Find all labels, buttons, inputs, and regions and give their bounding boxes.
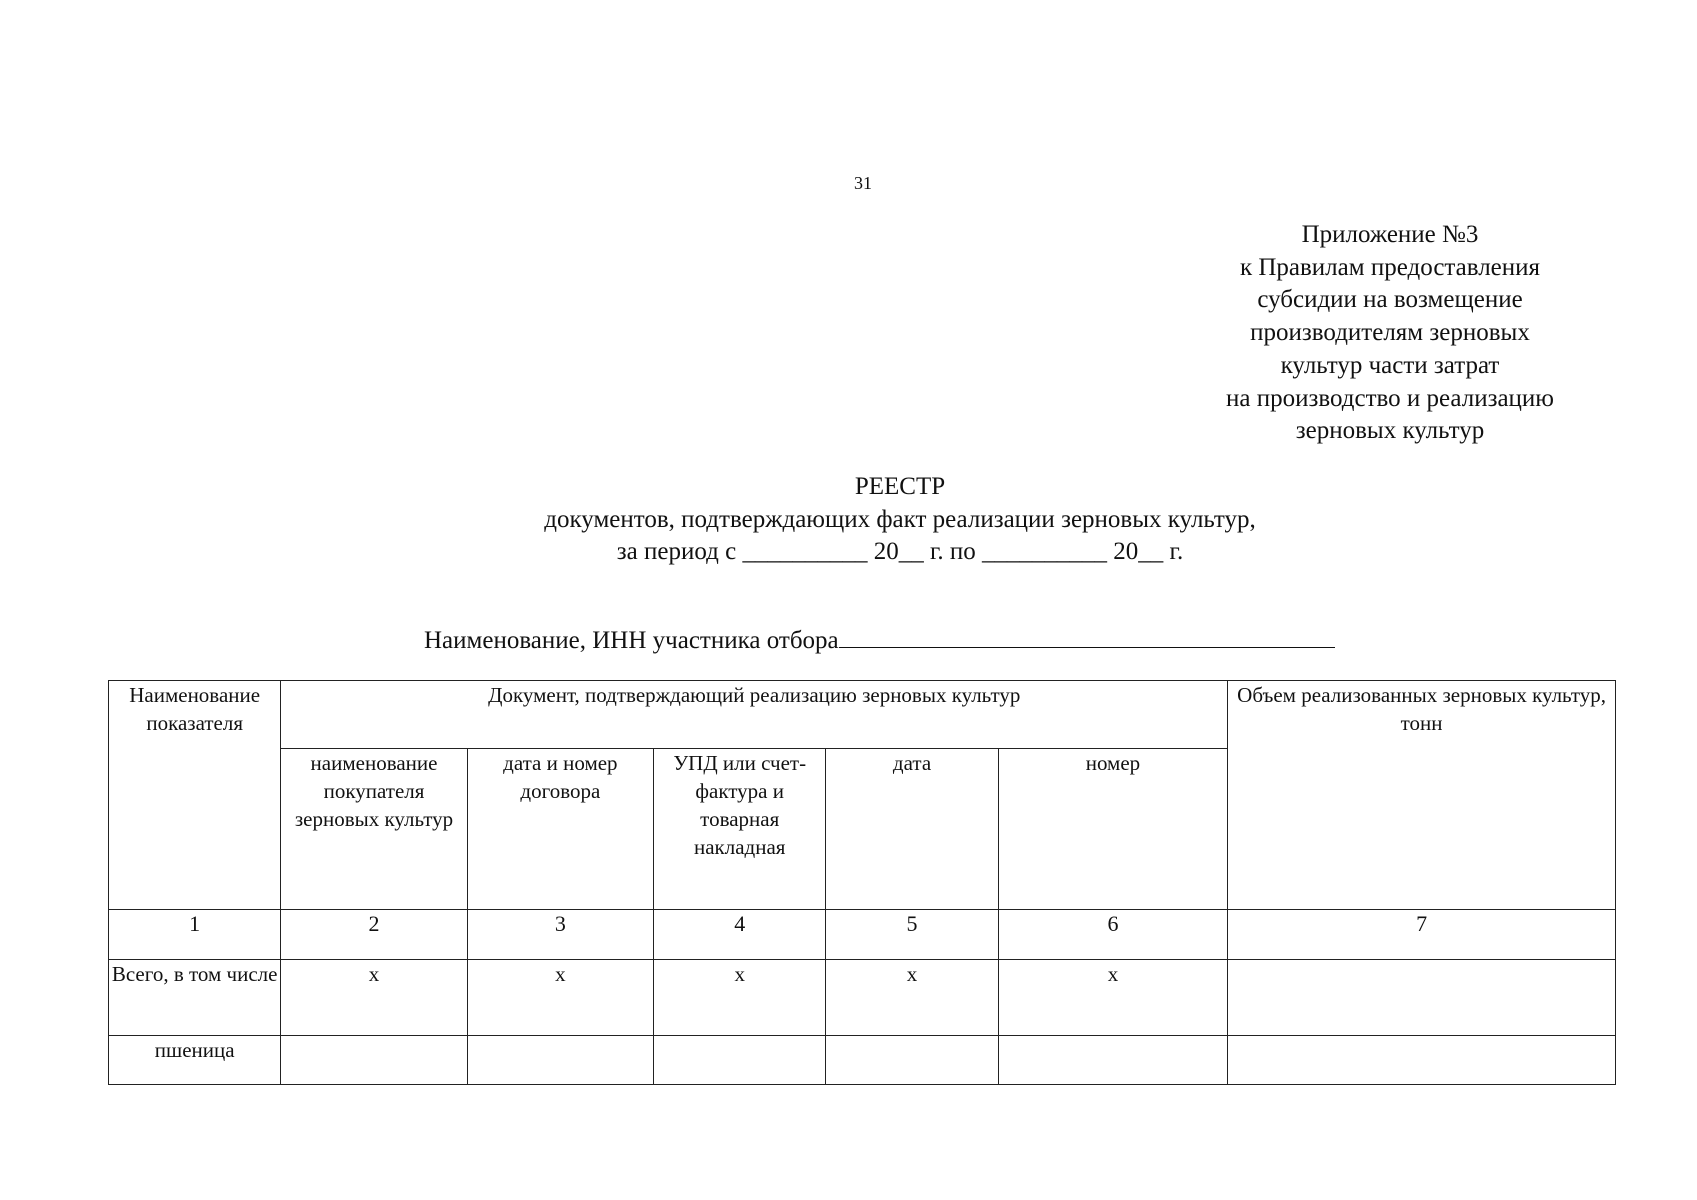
document-subtitle: документов, подтверждающих факт реализации зерновых культур, (544, 505, 1256, 533)
header-date: дата (826, 749, 998, 910)
column-number: 2 (281, 910, 467, 960)
period-line[interactable]: за период с __________ 20__ г. по __________ 20__ г. (616, 538, 1184, 565)
appendix-line: Приложение №3 (1301, 221, 1479, 248)
header-volume: Объем реализованных зерновых культур, тонн (1228, 681, 1616, 910)
participant-blank-field[interactable] (839, 625, 1335, 648)
header-buyer-name: наименование покупателя зерновых культур (281, 749, 467, 910)
row-label: пшеница (109, 1036, 281, 1085)
participant-line (424, 625, 1335, 657)
table-cell[interactable] (1228, 1036, 1616, 1085)
column-number: 7 (1228, 910, 1616, 960)
column-number: 3 (467, 910, 653, 960)
header-number: номер (998, 749, 1227, 910)
header-contract: дата и номер договора (467, 749, 653, 910)
table-cell[interactable] (281, 1036, 467, 1085)
header-indicator-name: Наименование показателя (109, 681, 281, 910)
participant-label: Наименование, ИНН участника отбора (424, 627, 839, 654)
row-label: Всего, в том числе (109, 960, 281, 1036)
appendix-reference (1170, 219, 1610, 448)
document-title-block (400, 471, 1400, 569)
appendix-line: к Правилам предоставления (1239, 253, 1541, 281)
table-row (109, 1036, 1616, 1085)
table-cell[interactable] (826, 1036, 998, 1085)
table-cell[interactable]: х (654, 960, 826, 1036)
table-cell[interactable]: х (826, 960, 998, 1036)
appendix-line: культур части затрат (1280, 351, 1500, 379)
column-number-row (109, 910, 1616, 960)
table-cell[interactable]: х (281, 960, 467, 1036)
table-header-row (109, 681, 1616, 749)
table-cell[interactable] (467, 1036, 653, 1085)
appendix-line: производителям зерновых (1250, 319, 1530, 347)
table-cell[interactable]: х (998, 960, 1227, 1036)
page-number: 31 (854, 173, 872, 193)
table-row (109, 960, 1616, 1036)
table-cell[interactable]: х (467, 960, 653, 1036)
table-cell[interactable] (654, 1036, 826, 1085)
header-document-group: Документ, подтверждающий реализацию зерновых культур (281, 681, 1228, 749)
table-cell[interactable] (998, 1036, 1227, 1085)
column-number: 4 (654, 910, 826, 960)
registry-table (108, 680, 1616, 1085)
appendix-line: субсидии на возмещение (1257, 286, 1523, 314)
appendix-line: на производство и реализацию (1225, 384, 1554, 412)
column-number: 5 (826, 910, 998, 960)
column-number: 1 (109, 910, 281, 960)
header-upd-invoice: УПД или счет-фактура и товарная накладная (654, 749, 826, 910)
column-number: 6 (998, 910, 1227, 960)
appendix-line: зерновых культур (1295, 417, 1485, 445)
document-heading: РЕЕСТР (854, 473, 946, 500)
table-cell[interactable] (1228, 960, 1616, 1036)
